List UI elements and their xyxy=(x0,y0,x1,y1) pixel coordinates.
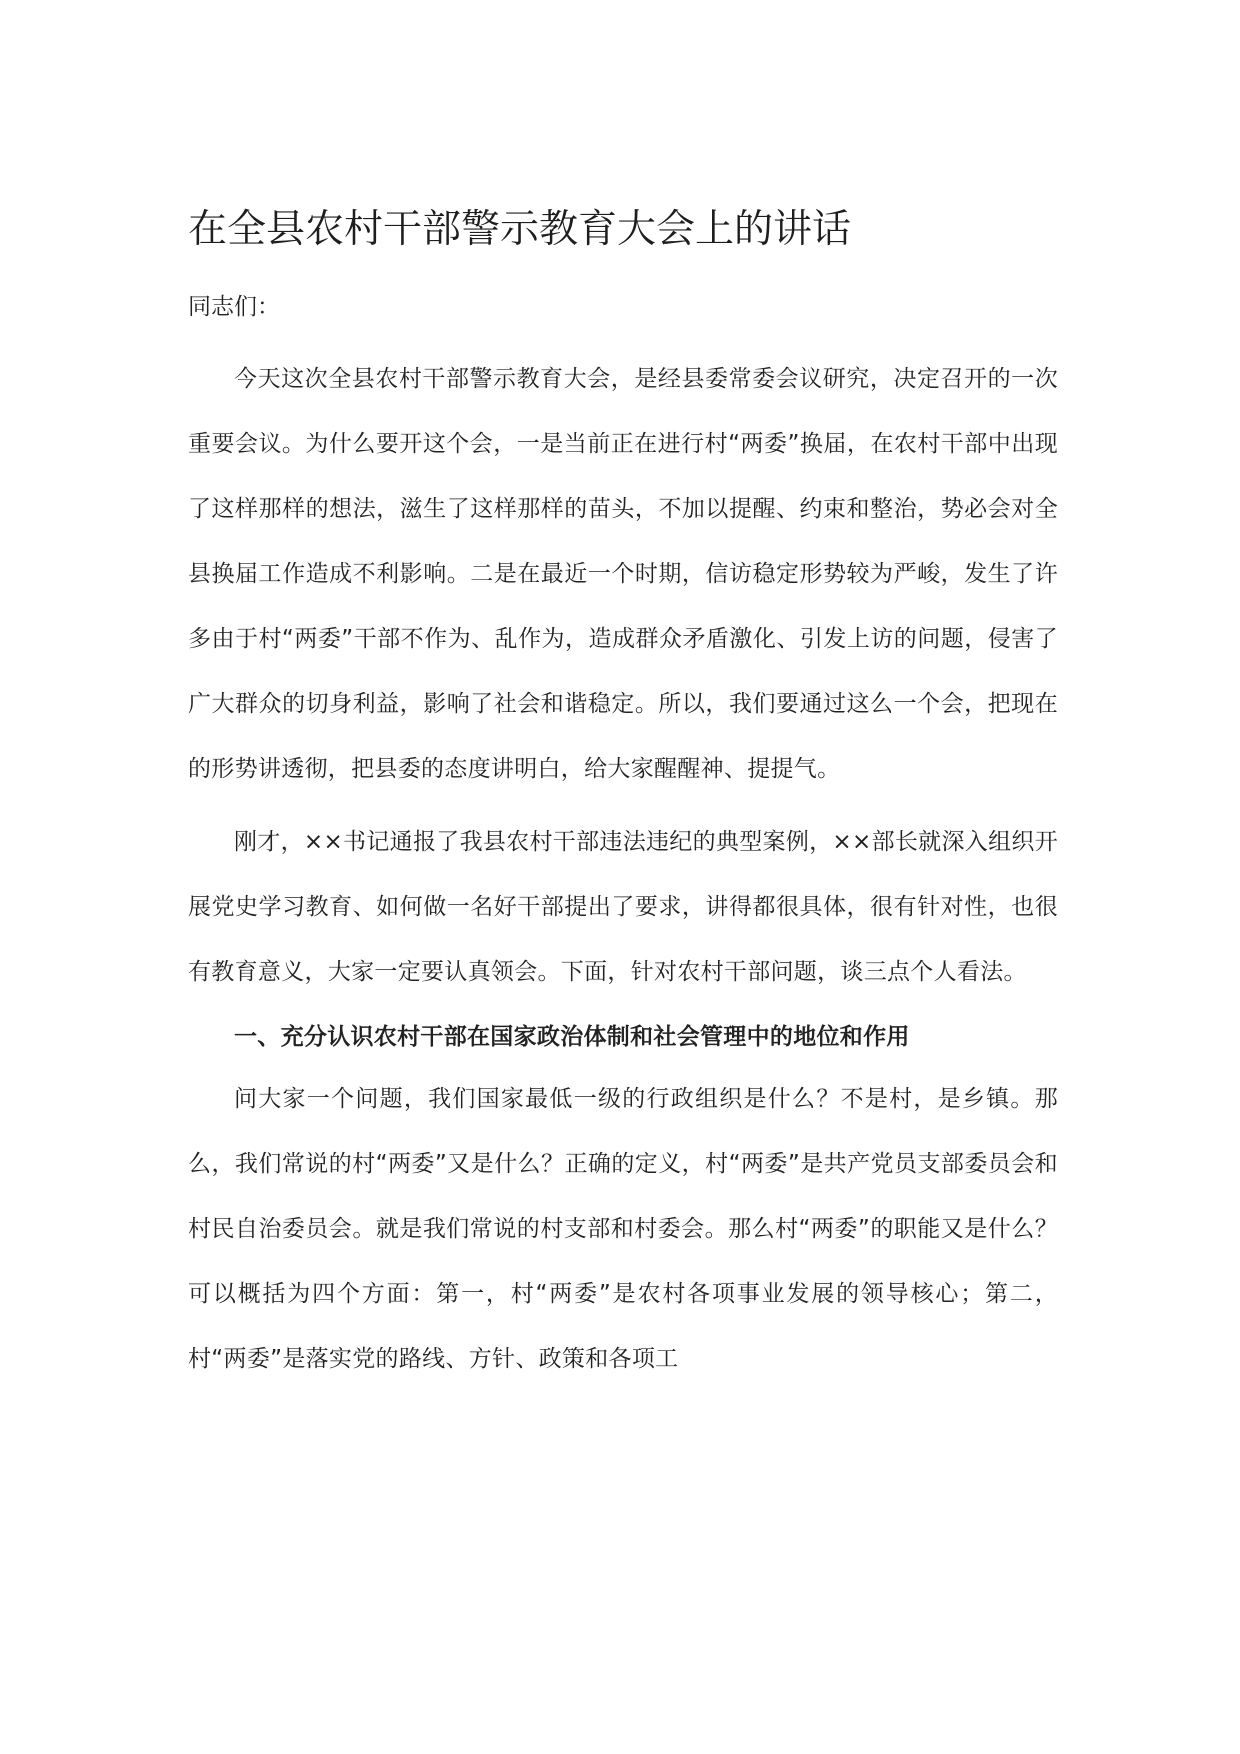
section-1-paragraph: 问大家一个问题，我们国家最低一级的行政组织是什么？不是村，是乡镇。那么，我们常说的村“两委”又是什么？正确的定义，村“两委”是共产党员支部委员会和村民自治委员会。就是我们常说的村支部和村委会。那么村“两委”的职能又是什么？可以概括为四个方面：第一，村“两委”是农村各项事业发展的领导核心；第二，村“两委”是落实党的路线、方针、政策和各项工 xyxy=(188,1086,1058,1372)
body-paragraph-1: 今天这次全县农村干部警示教育大会，是经县委常委会议研究，决定召开的一次重要会议。为什么要开这个会，一是当前正在进行村“两委”换届，在农村干部中出现了这样那样的想法，滋生了这样那样的苗头，不加以提醒、约束和整治，势必会对全县换届工作造成不利影响。二是在最近一个时期，信访稳定形势较为严峻，发生了许多由于村“两委”干部不作为、乱作为，造成群众矛盾激化、引发上访的问题，侵害了广大群众的切身利益，影响了社会和谐稳定。所以，我们要通过这么一个会，把现在的形势讲透彻，把县委的态度讲明白，给大家醒醒神、提提气。 xyxy=(188,366,1058,782)
document-page xyxy=(188,195,1058,1392)
section-heading-1: 一、充分认识农村干部在国家政治体制和社会管理中的地位和作用 xyxy=(234,1024,910,1050)
body-paragraph-2: 刚才，××书记通报了我县农村干部违法违纪的典型案例，××部长就深入组织开展党史学习教育、如何做一名好干部提出了要求，讲得都很具体，很有针对性，也很有教育意义，大家一定要认真领会。下面，针对农村干部问题，谈三点个人看法。 xyxy=(188,829,1058,985)
salutation: 同志们： xyxy=(188,294,280,320)
document-title: 在全县农村干部警示教育大会上的讲话 xyxy=(188,207,852,252)
